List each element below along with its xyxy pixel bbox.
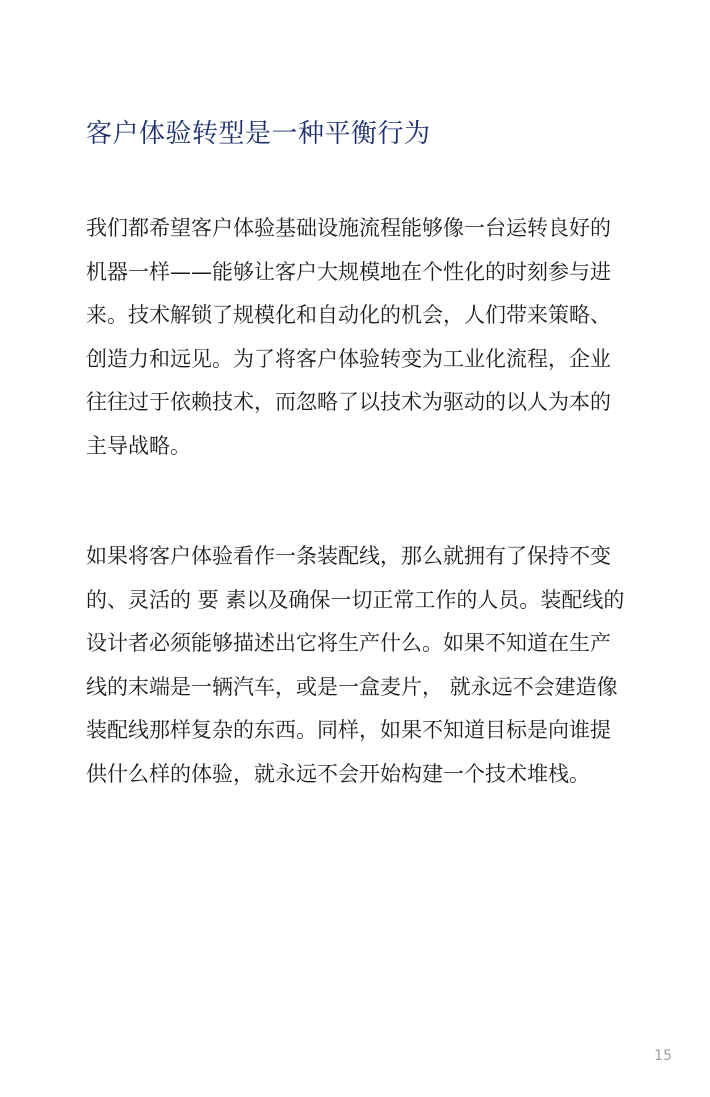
page-title: 客户体验转型是一种平衡行为 — [86, 119, 431, 149]
paragraph-2: 如果将客户体验看作一条装配线，那么就拥有了保持不变的、灵活的 要 素以及确保一切正常工作的人员。装配线的设计者必须能够描述出它将生产什么。如果不知道在生产线的末端是一辆汽车，或是一盒麦片， 就永远不会建造像装配线那样复杂的东西。同样，如果不知道目标是向谁提供什么样的体验，就永远不会开始构建一个技术堆栈。 — [86, 544, 625, 786]
page-number: 15 — [654, 1048, 672, 1064]
paragraph-1: 我们都希望客户体验基础设施流程能够像一台运转良好的机器一样——能够让客户大规模地在个性化的时刻参与进来。技术解锁了规模化和自动化的机会，人们带来策略、创造力和远见。为了将客户体验转变为工业化流程，企业往往过于依赖技术，而忽略了以技术为驱动的以人为本的主导战略。 — [86, 216, 611, 458]
